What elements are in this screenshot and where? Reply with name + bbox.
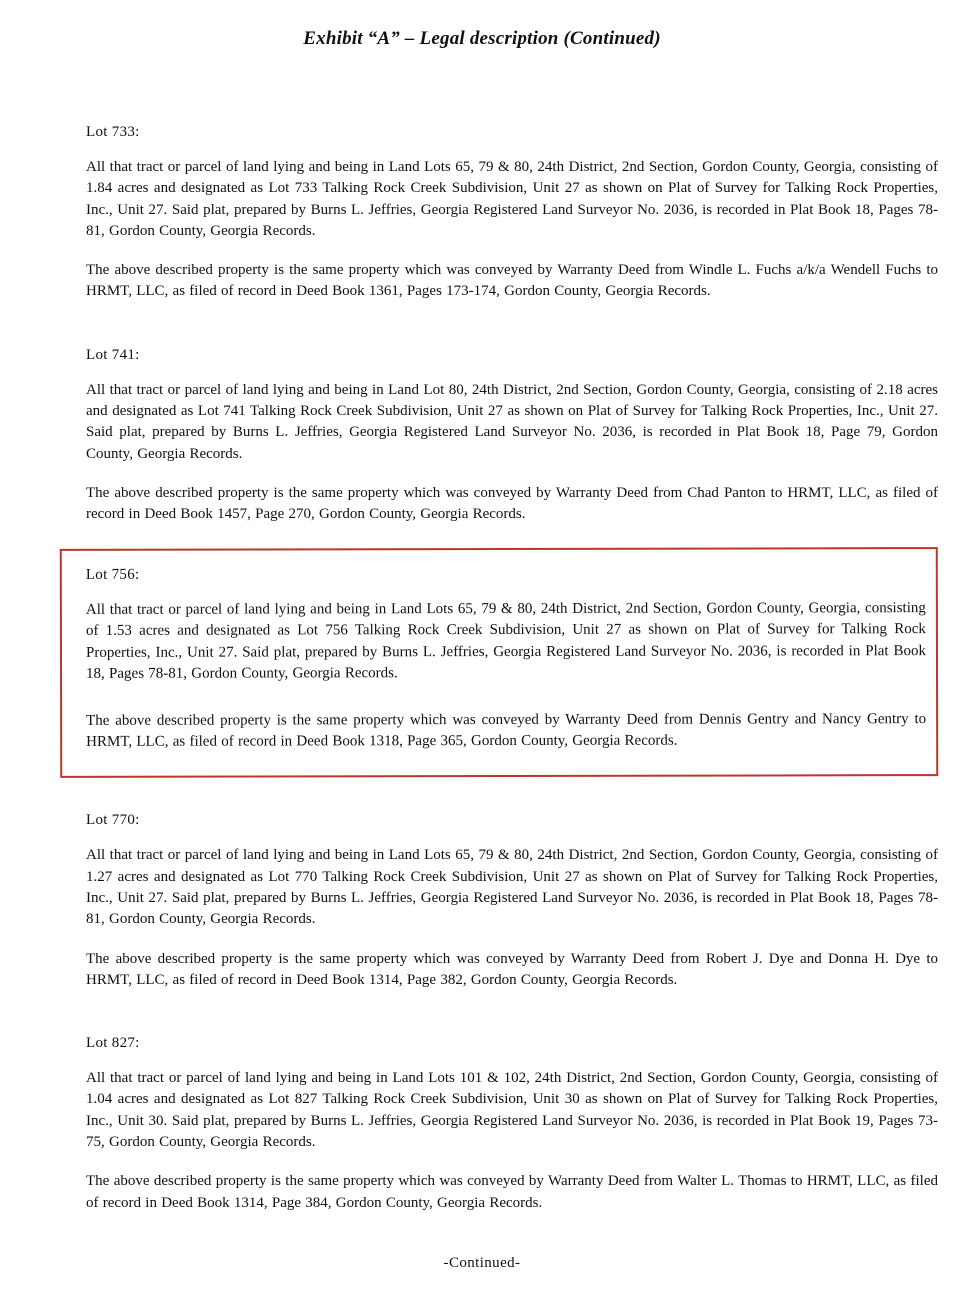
lot-756-conveyance: The above described property is the same property which was conveyed by Warranty Deed from Dennis Gentry and Nancy Gentry to HRMT, LLC, as filed of record in Deed Book 1318, Page 365, Gordon County, Georgia Records.: [86, 710, 927, 750]
lot-756-description: All that tract or parcel of land lying and being in Land Lots 65, 79 & 80, 24th District, 2nd Section, Gordon County, Georgia, consisting of 1.53 acres and designated as Lot 756 Talking Rock Creek Subdivision, Unit 27 as shown on Plat of Survey for Talking Rock Properties, Inc., Unit 27. Said plat, prepared by Burns L. Jeffries, Georgia Registered Land Surveyor No. 2036, is recorded in Plat Book 18, Pages 78-81, Gordon County, Georgia Records.: [85, 599, 926, 682]
section-lot-827: [86, 1009, 938, 1232]
lot-827-heading: Lot 827:: [86, 1035, 140, 1052]
lot-741-heading: Lot 741:: [86, 346, 140, 363]
highlight-box: [60, 547, 938, 778]
lot-756-heading: Lot 756:: [85, 566, 140, 583]
lot-741-description: All that tract or parcel of land lying and being in Land Lot 80, 24th District, 2nd Section, Gordon County, Georgia, consisting of 2.18 acres and designated as Lot 741 Talking Rock Creek Subdivision, Unit 27 as shown on Plat of Survey for Talking Rock Properties, Inc., Unit 27. Said plat, prepared by Burns L. Jeffries, Georgia Registered Land Surveyor No. 2036, is recorded in Plat Book 18, Page 79, Gordon County, Georgia Records.: [86, 381, 938, 462]
section-lot-770: [86, 786, 938, 1009]
lot-770-heading: Lot 770:: [86, 812, 140, 829]
footer-continued: -Continued-: [443, 1255, 521, 1271]
section-lot-756: [86, 565, 926, 754]
lot-827-conveyance: The above described property is the same property which was conveyed by Warranty Deed from Walter L. Thomas to HRMT, LLC, as filed of record in Deed Book 1314, Page 384, Gordon County, Georgia Records.: [86, 1173, 938, 1211]
page-title: Exhibit “A” – Legal description (Continued): [303, 28, 661, 49]
lot-741-conveyance: The above described property is the same property which was conveyed by Warranty Deed from Chad Panton to HRMT, LLC, as filed of record in Deed Book 1457, Page 270, Gordon County, Georgia Records.: [86, 484, 938, 523]
lot-827-description: All that tract or parcel of land lying and being in Land Lots 101 & 102, 24th District, 2nd Section, Gordon County, Georgia, consisting of 1.04 acres and designated as Lot 827 Talking Rock Creek Subdivision, Unit 30 as shown on Plat of Survey for Talking Rock Properties, Inc., Unit 30. Said plat, prepared by Burns L. Jeffries, Georgia Registered Land Surveyor No. 2036, is recorded in Plat Book 19, Pages 73-75, Gordon County, Georgia Records.: [86, 1070, 938, 1151]
section-lot-741: [86, 321, 938, 544]
lot-733-conveyance: The above described property is the same property which was conveyed by Warranty Deed from Windle L. Fuchs a/k/a Wendell Fuchs to HRMT, LLC, as filed of record in Deed Book 1361, Pages 173-174, Gordon County, Georgia Records.: [86, 262, 938, 300]
lot-770-conveyance: The above described property is the same property which was conveyed by Warranty Deed from Robert J. Dye and Donna H. Dye to HRMT, LLC, as filed of record in Deed Book 1314, Page 382, Gordon County, Georgia Records.: [86, 950, 938, 988]
lot-733-description: All that tract or parcel of land lying and being in Land Lots 65, 79 & 80, 24th District, 2nd Section, Gordon County, Georgia, consisting of 1.84 acres and designated as Lot 733 Talking Rock Creek Subdivision, Unit 27 as shown on Plat of Survey for Talking Rock Properties, Inc., Unit 27. Said plat, prepared by Burns L. Jeffries, Georgia Registered Land Surveyor No. 2036, is recorded in Plat Book 18, Pages 78-81, Gordon County, Georgia Records.: [86, 159, 938, 239]
section-lot-733: [86, 98, 938, 321]
lot-770-description: All that tract or parcel of land lying and being in Land Lots 65, 79 & 80, 24th District, 2nd Section, Gordon County, Georgia, consisting of 1.27 acres and designated as Lot 770 Talking Rock Creek Subdivision, Unit 27 as shown on Plat of Survey for Talking Rock Properties, Inc., Unit 27. Said plat, prepared by Burns L. Jeffries, Georgia Registered Land Surveyor No. 2036, is recorded in Plat Book 18, Pages 78-81, Gordon County, Georgia Records.: [86, 847, 938, 928]
lot-733-heading: Lot 733:: [86, 124, 140, 140]
